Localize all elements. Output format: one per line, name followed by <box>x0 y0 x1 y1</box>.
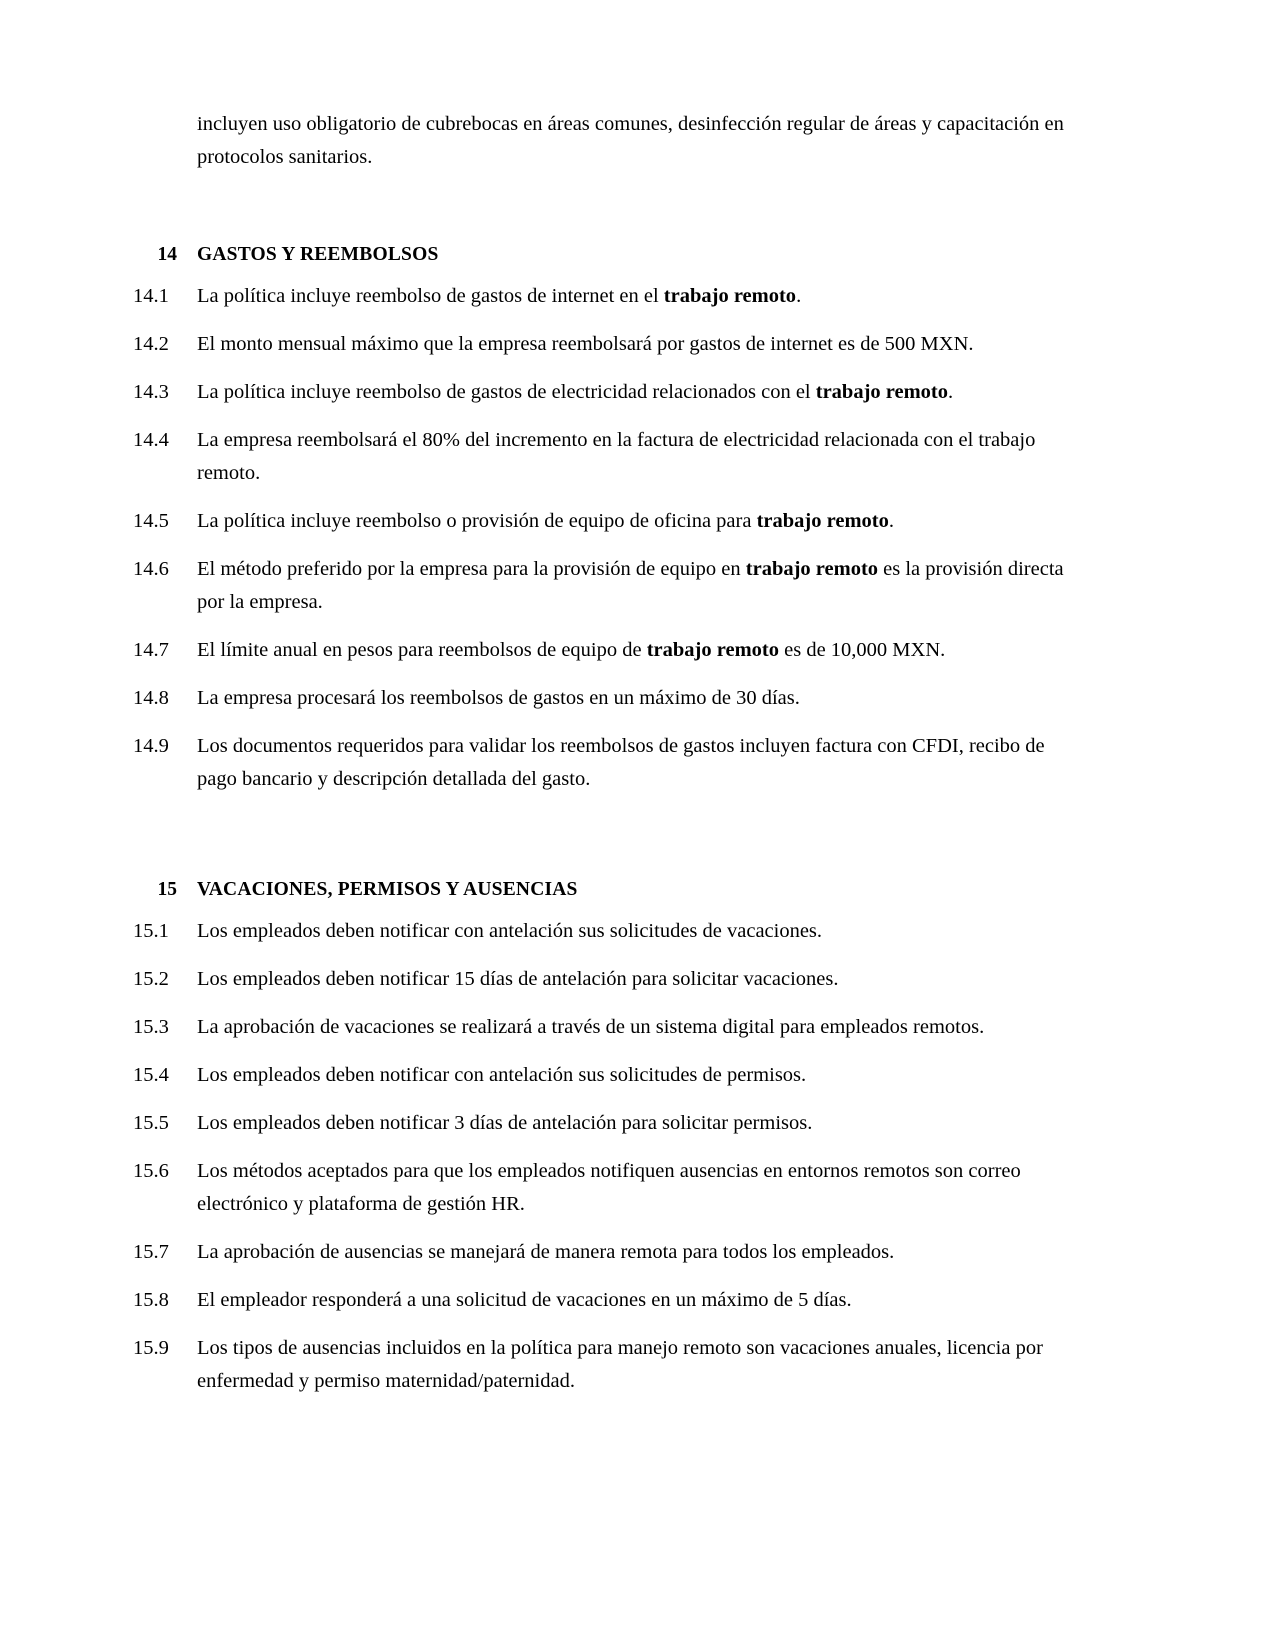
clause-text-run: . <box>796 285 802 307</box>
spacer <box>133 1140 1075 1155</box>
clause-text-run: La política incluye reembolso de gastos de electricidad relacionados con el <box>197 381 816 403</box>
clause-text-run: La aprobación de ausencias se manejará de manera remota para todos los empleados. <box>197 1241 895 1263</box>
clause-text-run: Los documentos requeridos para validar los reembolsos de gastos incluyen factura con CFDI, recibo de pago bancario y descripción detallada del gasto. <box>197 735 1045 790</box>
spacer <box>133 715 1075 730</box>
spacer <box>133 361 1075 376</box>
clause-text <box>197 1059 1075 1092</box>
clause-row <box>133 1284 1075 1317</box>
clause-text-run: El límite anual en pesos para reembolsos de equipo de <box>197 639 647 661</box>
clause-row <box>133 553 1075 619</box>
clause-text-run: Los empleados deben notificar con antelación sus solicitudes de permisos. <box>197 1064 807 1086</box>
clause-row <box>133 634 1075 667</box>
section-number: 14 <box>157 244 177 265</box>
clause-row <box>133 1107 1075 1140</box>
clause-number: 14.3 <box>133 381 169 403</box>
continuation-paragraph: incluyen uso obligatorio de cubrebocas en áreas comunes, desinfección regular de áreas y capacitación en protocolos sanitarios. <box>197 113 1064 168</box>
clause-emphasis: trabajo remoto <box>663 285 797 307</box>
clause-number: 14.8 <box>133 687 169 709</box>
clause-text <box>197 634 1075 667</box>
section-title: VACACIONES, PERMISOS Y AUSENCIAS <box>197 879 578 900</box>
spacer <box>133 266 1075 280</box>
clause-number: 14.1 <box>133 285 169 307</box>
clause-text <box>197 963 1075 996</box>
clause-text <box>197 1155 1075 1221</box>
sections-container <box>133 244 1075 1398</box>
clause-text-run: La aprobación de vacaciones se realizará a través de un sistema digital para empleados remotos. <box>197 1016 985 1038</box>
clause-text-run: La política incluye reembolso o provisión de equipo de oficina para <box>197 510 757 532</box>
spacer <box>133 538 1075 553</box>
clause-text-run: El empleador responderá a una solicitud de vacaciones en un máximo de 5 días. <box>197 1289 852 1311</box>
clause-text <box>197 730 1075 796</box>
clause-number: 15.5 <box>133 1112 169 1134</box>
clause-row <box>133 376 1075 409</box>
spacer <box>133 1092 1075 1107</box>
clause-number: 14.7 <box>133 639 169 661</box>
clause-number: 15.9 <box>133 1337 169 1359</box>
clause-emphasis: trabajo remoto <box>815 381 949 403</box>
clause-text-run: es la provisión directa por la empresa. <box>197 558 1064 613</box>
clause-text-run: La empresa procesará los reembolsos de gastos en un máximo de 30 días. <box>197 687 800 709</box>
clause-number: 15.3 <box>133 1016 169 1038</box>
clause-text-run: El monto mensual máximo que la empresa reembolsará por gastos de internet es de 500 MXN. <box>197 333 974 355</box>
clause-text-run: El método preferido por la empresa para la provisión de equipo en <box>197 558 746 580</box>
clause-number: 15.7 <box>133 1241 169 1263</box>
clause-text <box>197 505 1075 538</box>
section-number: 15 <box>157 879 177 900</box>
spacer <box>133 490 1075 505</box>
clause-row <box>133 1332 1075 1398</box>
clause-row <box>133 963 1075 996</box>
spacer <box>133 313 1075 328</box>
section-title: GASTOS Y REEMBOLSOS <box>197 244 439 265</box>
clause-number: 15.6 <box>133 1160 169 1182</box>
spacer <box>133 1317 1075 1332</box>
clause-text <box>197 915 1075 948</box>
spacer <box>133 796 1075 879</box>
clause-number: 15.2 <box>133 968 169 990</box>
document-body <box>133 108 1075 1398</box>
clause-text-run: . <box>948 381 954 403</box>
clause-text <box>197 1284 1075 1317</box>
clause-text <box>197 1236 1075 1269</box>
spacer <box>133 1044 1075 1059</box>
clause-text-run: La política incluye reembolso de gastos de internet en el <box>197 285 664 307</box>
clause-number: 14.6 <box>133 558 169 580</box>
clause-row <box>133 328 1075 361</box>
clause-text <box>197 682 1075 715</box>
clause-row <box>133 1155 1075 1221</box>
clause-text <box>197 1332 1075 1398</box>
clause-text <box>197 328 1075 361</box>
clause-number: 14.2 <box>133 333 169 355</box>
clause-emphasis: trabajo remoto <box>745 558 879 580</box>
clause-emphasis: trabajo remoto <box>756 510 889 532</box>
clause-text <box>197 424 1075 490</box>
spacer <box>133 667 1075 682</box>
clause-text-run: Los métodos aceptados para que los empleados notifiquen ausencias en entornos remotos son correo electrónico y plataforma de gestión HR. <box>197 1160 1021 1215</box>
clause-text-run: . <box>888 510 894 532</box>
clause-row <box>133 1011 1075 1044</box>
clause-row <box>133 280 1075 313</box>
clause-text-run: La empresa reembolsará el 80% del incremento en la factura de electricidad relacionada con el trabajo remoto. <box>197 429 1036 484</box>
clause-number: 14.5 <box>133 510 169 532</box>
clause-emphasis: trabajo remoto <box>646 639 779 661</box>
clause-number: 14.9 <box>133 735 169 757</box>
clause-row <box>133 1059 1075 1092</box>
spacer <box>133 409 1075 424</box>
section-heading <box>133 879 1075 901</box>
clause-text-run: es de 10,000 MXN. <box>779 639 946 661</box>
spacer <box>133 174 1075 244</box>
clause-text-run: Los empleados deben notificar con antelación sus solicitudes de vacaciones. <box>197 920 823 942</box>
clause-row <box>133 424 1075 490</box>
clause-row <box>133 682 1075 715</box>
clause-text <box>197 553 1075 619</box>
clause-text <box>197 376 1075 409</box>
clause-text <box>197 1107 1075 1140</box>
clause-row <box>133 505 1075 538</box>
clause-text <box>197 280 1075 313</box>
clause-text <box>197 1011 1075 1044</box>
section-heading <box>133 244 1075 266</box>
spacer <box>133 996 1075 1011</box>
clause-number: 15.4 <box>133 1064 169 1086</box>
clause-text-run: Los empleados deben notificar 3 días de antelación para solicitar permisos. <box>197 1112 813 1134</box>
spacer <box>133 619 1075 634</box>
spacer <box>133 1269 1075 1284</box>
clause-text-run: Los empleados deben notificar 15 días de antelación para solicitar vacaciones. <box>197 968 839 990</box>
clause-number: 15.8 <box>133 1289 169 1311</box>
clause-number: 15.1 <box>133 920 169 942</box>
clause-row <box>133 915 1075 948</box>
spacer <box>133 1221 1075 1236</box>
spacer <box>133 948 1075 963</box>
clause-row <box>133 730 1075 796</box>
clause-number: 14.4 <box>133 429 169 451</box>
spacer <box>133 901 1075 915</box>
clause-row <box>133 1236 1075 1269</box>
clause-text-run: Los tipos de ausencias incluidos en la política para manejo remoto son vacaciones anuales, licencia por enfermedad y permiso maternidad/paternidad. <box>197 1337 1043 1392</box>
